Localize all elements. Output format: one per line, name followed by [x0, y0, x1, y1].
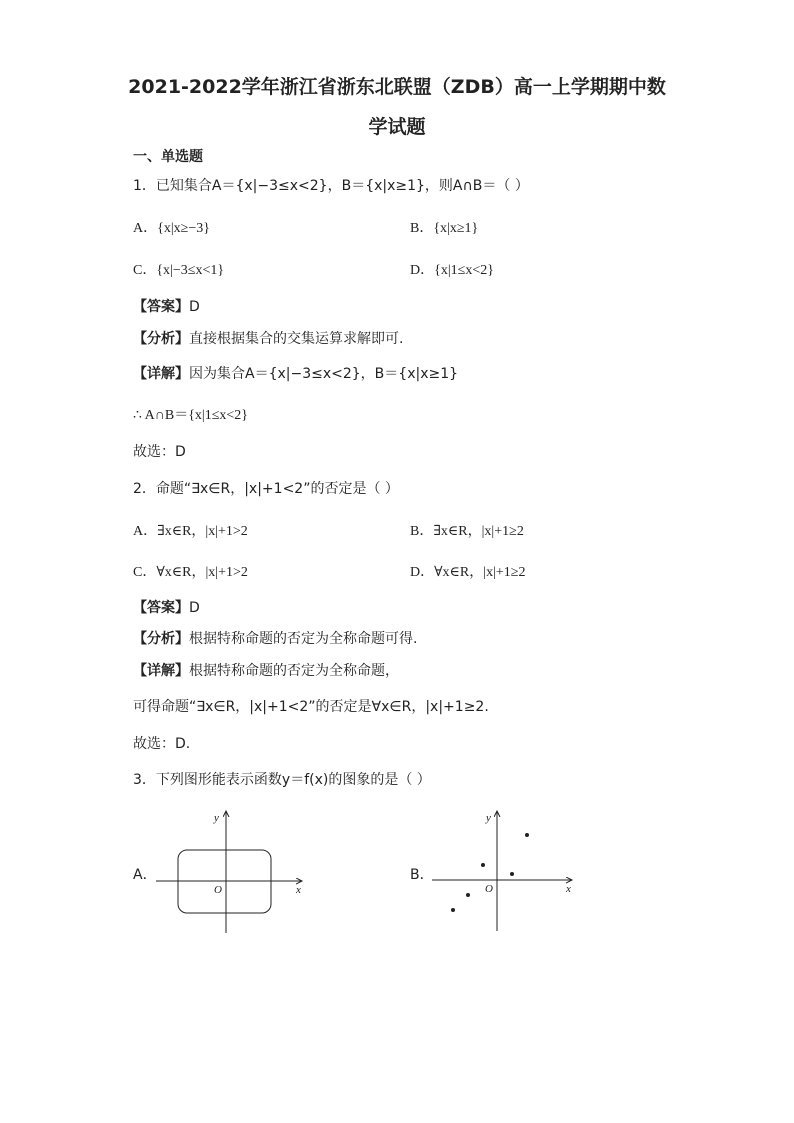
- q2-detail-2: 可得命题“∃x∈R，|x|+1<2”的否定是∀x∈R，|x|+1≥2.: [133, 699, 489, 715]
- q1-detail: 因为集合A＝{x|−3≤x<2}，B＝{x|x≥1}: [189, 366, 459, 382]
- q1-detail-line: [133, 363, 458, 383]
- q2-answer-line: [133, 597, 200, 617]
- q3-stem: 3．下列图形能表示函数y＝f(x)的图象的是（ ）: [133, 772, 431, 788]
- origin-label: O: [485, 883, 493, 895]
- q2-option-a: A．∃x∈R，|x|+1>2: [133, 524, 248, 539]
- q2-analysis-line: [133, 628, 417, 648]
- title-line-1: 2021-2022学年浙江省浙东北联盟（ZDB）高一上学期期中数: [128, 76, 666, 98]
- q2-analysis: 根据特称命题的否定为全称命题可得.: [189, 631, 418, 647]
- q2-detail-line: [133, 660, 399, 680]
- q3-option-a-label: A．: [133, 867, 157, 883]
- q1-therefore: ∴ A∩B＝{x|1≤x<2}: [133, 408, 249, 423]
- q2-choose: 故选：D.: [133, 736, 191, 752]
- y-axis-label: y: [486, 812, 491, 824]
- q2-option-c: C．∀x∈R，|x|+1>2: [133, 565, 248, 580]
- q1-option-d: D．{x|1≤x<2}: [410, 263, 494, 278]
- origin-label: O: [214, 884, 222, 896]
- q3-option-b-label: B．: [410, 867, 434, 883]
- q1-analysis-tag: 【分析】: [133, 331, 189, 347]
- q1-detail-tag: 【详解】: [133, 366, 189, 382]
- q2-detail: 根据特称命题的否定为全称命题，: [189, 663, 399, 679]
- scatter-point: [451, 908, 455, 912]
- scatter-point: [510, 872, 514, 876]
- q2-analysis-tag: 【分析】: [133, 631, 189, 647]
- q3-graph-b: [428, 805, 588, 940]
- q1-analysis: 直接根据集合的交集运算求解即可.: [189, 331, 404, 347]
- x-axis-label: x: [566, 883, 571, 895]
- q1-stem: 1．已知集合A＝{x|−3≤x<2}，B＝{x|x≥1}，则A∩B＝（ ）: [133, 178, 529, 194]
- scatter-point: [466, 893, 470, 897]
- q2-answer-tag: 【答案】: [133, 600, 189, 616]
- x-axis-label: x: [296, 884, 301, 896]
- q1-option-c: C．{x|−3≤x<1}: [133, 263, 225, 278]
- q1-analysis-line: [133, 328, 403, 348]
- section-heading: 一、单选题: [133, 149, 203, 165]
- scatter-point: [525, 833, 529, 837]
- q1-answer-tag: 【答案】: [133, 299, 189, 315]
- q1-option-a: A．{x|x≥−3}: [133, 221, 210, 236]
- q2-answer: D: [189, 600, 200, 616]
- q1-answer-line: [133, 296, 200, 316]
- q2-option-b: B．∃x∈R，|x|+1≥2: [410, 524, 524, 539]
- q3-graph-a: [150, 805, 320, 940]
- q1-answer: D: [189, 299, 200, 315]
- y-axis-label: y: [214, 812, 219, 824]
- q2-option-d: D．∀x∈R，|x|+1≥2: [410, 565, 526, 580]
- title-line-2: 学试题: [368, 116, 426, 138]
- scatter-point: [481, 863, 485, 867]
- q2-stem: 2．命题“∃x∈R，|x|+1<2”的否定是（ ）: [133, 481, 399, 497]
- q1-option-b: B．{x|x≥1}: [410, 221, 479, 236]
- q1-choose: 故选：D: [133, 444, 186, 460]
- q2-detail-tag: 【详解】: [133, 663, 189, 679]
